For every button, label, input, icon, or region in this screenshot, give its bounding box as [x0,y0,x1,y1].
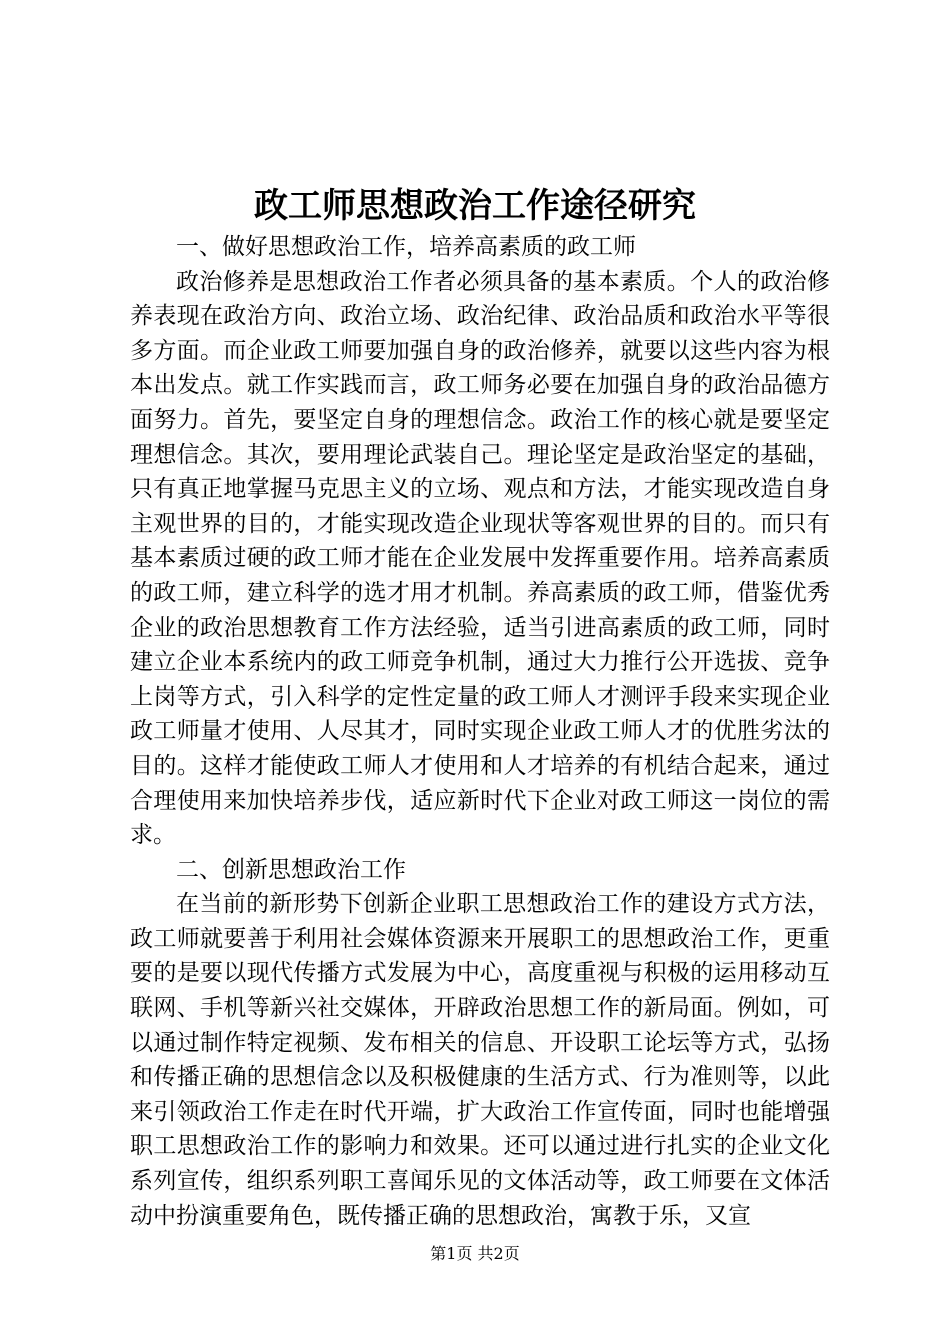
document-body [130,230,830,1233]
section-heading: 一、做好思想政治工作，培养高素质的政工师 [176,234,636,260]
document-title: 政工师思想政治工作途径研究 [254,186,696,226]
page-footer: 第1页 共2页 [430,1244,520,1263]
section-paragraph: 在当前的新形势下创新企业职工思想政治工作的建设方式方法，政工师就要善于利用社会媒体资源来开展职工的思想政治工作，更重要的是要以现代传播方式发展为中心，高度重视与积极的运用移动互联网、手机等新兴社交媒体，开辟政治思想工作的新局面。例如，可以通过制作特定视频、发布相关的信息、开设职工论坛等方式，弘扬和传播正确的思想信念以及积极健康的生活方式、行为准则等，以此来引领政治工作走在时代开端，扩大政治工作宣传面，同时也能增强职工思想政治工作的影响力和效果。还可以通过进行扎实的企业文化系列宣传，组织系列职工喜闻乐见的文体活动等，政工师要在文体活动中扮演重要角色，既传播正确的思想政治，寓教于乐，又宣 [130,891,830,1229]
section-paragraph: 政治修养是思想政治工作者必须具备的基本素质。个人的政治修养表现在政治方向、政治立场、政治纪律、政治品质和政治水平等很多方面。而企业政工师要加强自身的政治修养，就要以这些内容为根本出发点。就工作实践而言，政工师务必要在加强自身的政治品德方面努力。首先，要坚定自身的理想信念。政治工作的核心就是要坚定理想信念。其次，要用理论武装自己。理论坚定是政治坚定的基础，只有真正地掌握马克思主义的立场、观点和方法，才能实现改造自身主观世界的目的，才能实现改造企业现状等客观世界的目的。而只有基本素质过硬的政工师才能在企业发展中发挥重要作用。培养高素质的政工师，建立科学的选才用才机制。养高素质的政工师，借鉴优秀企业的政治思想教育工作方法经验，适当引进高素质的政工师，同时建立企业本系统内的政工师竞争机制，通过大力推行公开选拔、竞争上岗等方式，引入科学的定性定量的政工师人才测评手段来实现企业政工师量才使用、人尽其才，同时实现企业政工师人才的优胜劣汰的目的。这样才能使政工师人才使用和人才培养的有机结合起来，通过合理使用来加快培养步伐，适应新时代下企业对政工师这一岗位的需求。 [130,268,830,849]
section-heading: 二、创新思想政治工作 [176,856,406,883]
